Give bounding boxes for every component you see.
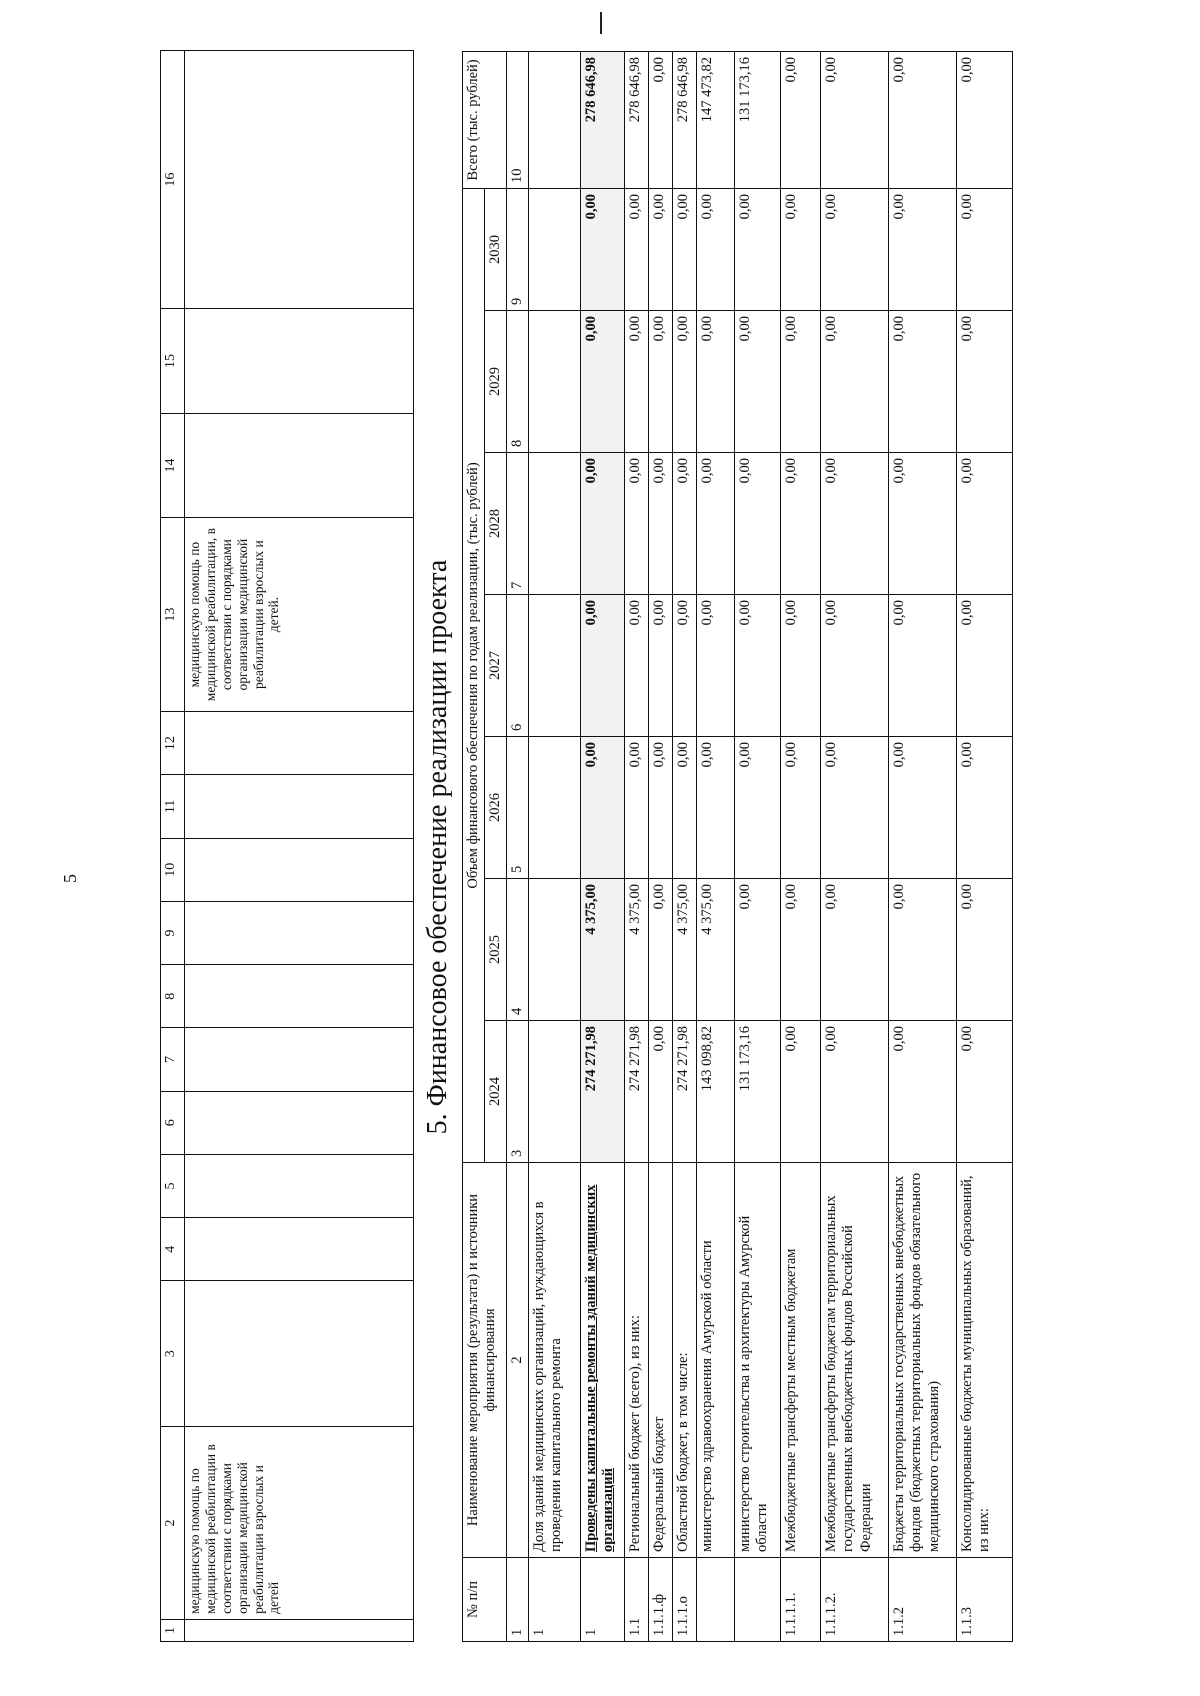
table-row xyxy=(889,51,957,1641)
value-cell: 278 646,98 xyxy=(673,51,697,188)
value-cell: 0,00 xyxy=(649,311,673,453)
value-cell: 0,00 xyxy=(821,188,889,310)
table-row xyxy=(697,51,735,1641)
value-cell: 0,00 xyxy=(735,188,781,310)
finance-table xyxy=(462,51,1013,1642)
table-cell: медицинскую помощь по медицинской реабилитации в соответствии с порядками организации медицинской реабилитации взрослых и детей xyxy=(184,1427,413,1620)
scan-mark xyxy=(600,12,602,34)
value-cell xyxy=(529,1021,581,1163)
table-cell xyxy=(184,965,413,1028)
index-row xyxy=(507,51,529,1641)
value-cell: 0,00 xyxy=(735,595,781,737)
value-cell: 0,00 xyxy=(673,737,697,879)
row-number: 1.1.1.2. xyxy=(821,1558,889,1642)
value-cell: 0,00 xyxy=(821,737,889,879)
rotated-sheet xyxy=(160,52,1060,1642)
value-cell: 0,00 xyxy=(957,453,1013,595)
value-cell xyxy=(529,51,581,188)
table-row xyxy=(735,51,781,1641)
col-header-name: Наименование мероприятия (результата) и источники финансирования xyxy=(463,1163,507,1558)
value-cell: 0,00 xyxy=(673,453,697,595)
col-header: 8 xyxy=(161,965,185,1028)
value-cell: 0,00 xyxy=(821,453,889,595)
value-cell: 0,00 xyxy=(957,879,1013,1021)
value-cell: 0,00 xyxy=(821,595,889,737)
year-header: 2025 xyxy=(485,879,507,1021)
index-cell: 9 xyxy=(507,188,529,310)
table-cell xyxy=(184,413,413,517)
table-cell xyxy=(184,1281,413,1427)
value-cell: 0,00 xyxy=(889,879,957,1021)
col-header: 10 xyxy=(161,838,185,901)
value-cell: 0,00 xyxy=(821,879,889,1021)
value-cell: 0,00 xyxy=(625,737,649,879)
value-cell: 274 271,98 xyxy=(581,1021,625,1163)
value-cell: 0,00 xyxy=(889,188,957,310)
row-name: Областной бюджет, в том числе: xyxy=(673,1163,697,1558)
index-cell: 8 xyxy=(507,311,529,453)
table-cell xyxy=(184,712,413,775)
row-number: 1.1.1.ф xyxy=(649,1558,673,1642)
value-cell: 131 173,16 xyxy=(735,51,781,188)
table-cell xyxy=(184,1154,413,1217)
value-cell: 0,00 xyxy=(649,595,673,737)
value-cell: 143 098,82 xyxy=(697,1021,735,1163)
table-cell xyxy=(184,775,413,838)
value-cell xyxy=(529,595,581,737)
table-cell xyxy=(184,1091,413,1154)
table-cell xyxy=(184,309,413,413)
continuation-table xyxy=(160,50,414,1642)
value-cell: 0,00 xyxy=(781,188,821,310)
value-cell xyxy=(529,737,581,879)
value-cell: 0,00 xyxy=(649,453,673,595)
row-number: 1.1.3 xyxy=(957,1558,1013,1642)
col-header: 16 xyxy=(161,51,185,309)
value-cell: 0,00 xyxy=(581,453,625,595)
index-cell: 10 xyxy=(507,51,529,188)
continuation-row xyxy=(184,51,413,1642)
table-cell xyxy=(184,1028,413,1091)
value-cell: 0,00 xyxy=(735,879,781,1021)
value-cell: 4 375,00 xyxy=(581,879,625,1021)
col-header: 9 xyxy=(161,901,185,964)
row-number: 1.1.1.1. xyxy=(781,1558,821,1642)
section-title: 5. Финансовое обеспечение реализации проекта xyxy=(422,559,453,1135)
value-cell xyxy=(529,188,581,310)
value-cell: 0,00 xyxy=(673,188,697,310)
row-name: Проведены капитальные ремонты зданий медицинских организаций xyxy=(581,1163,625,1558)
index-cell: 7 xyxy=(507,453,529,595)
value-cell: 0,00 xyxy=(889,1021,957,1163)
value-cell: 0,00 xyxy=(735,311,781,453)
col-header: 11 xyxy=(161,775,185,838)
year-header: 2027 xyxy=(485,595,507,737)
table-row xyxy=(649,51,673,1641)
row-name: Межбюджетные трансферты местным бюджетам xyxy=(781,1163,821,1558)
value-cell xyxy=(529,311,581,453)
value-cell: 0,00 xyxy=(821,1021,889,1163)
col-header: 1 xyxy=(161,1619,185,1641)
row-number: 1 xyxy=(581,1558,625,1642)
row-name: Региональный бюджет (всего), из них: xyxy=(625,1163,649,1558)
value-cell: 0,00 xyxy=(697,311,735,453)
header-row xyxy=(463,51,485,1641)
value-cell: 274 271,98 xyxy=(673,1021,697,1163)
col-header: 14 xyxy=(161,413,185,517)
value-cell: 0,00 xyxy=(697,737,735,879)
value-cell: 0,00 xyxy=(957,311,1013,453)
value-cell xyxy=(529,453,581,595)
value-cell: 0,00 xyxy=(697,595,735,737)
value-cell: 0,00 xyxy=(889,595,957,737)
col-header: 12 xyxy=(161,712,185,775)
value-cell: 147 473,82 xyxy=(697,51,735,188)
row-number xyxy=(697,1558,735,1642)
value-cell: 0,00 xyxy=(957,188,1013,310)
index-cell: 4 xyxy=(507,879,529,1021)
value-cell: 0,00 xyxy=(697,188,735,310)
value-cell: 0,00 xyxy=(821,51,889,188)
value-cell: 0,00 xyxy=(649,737,673,879)
table-cell xyxy=(184,1218,413,1281)
value-cell: 0,00 xyxy=(649,879,673,1021)
col-header-total: Всего (тыс. рублей) xyxy=(463,51,507,188)
col-header: 7 xyxy=(161,1028,185,1091)
value-cell: 278 646,98 xyxy=(581,51,625,188)
table-cell xyxy=(184,1619,413,1641)
value-cell: 0,00 xyxy=(781,311,821,453)
row-number: 1.1 xyxy=(625,1558,649,1642)
value-cell: 4 375,00 xyxy=(673,879,697,1021)
table-row xyxy=(821,51,889,1641)
value-cell: 0,00 xyxy=(649,51,673,188)
index-cell: 1 xyxy=(507,1558,529,1642)
table-row xyxy=(625,51,649,1641)
value-cell: 0,00 xyxy=(735,453,781,595)
value-cell: 0,00 xyxy=(581,737,625,879)
value-cell: 0,00 xyxy=(889,737,957,879)
value-cell: 0,00 xyxy=(581,311,625,453)
row-name: Консолидированные бюджеты муниципальных образований, из них: xyxy=(957,1163,1013,1558)
value-cell: 0,00 xyxy=(673,595,697,737)
value-cell: 0,00 xyxy=(957,1021,1013,1163)
value-cell: 4 375,00 xyxy=(697,879,735,1021)
table-cell xyxy=(184,51,413,309)
value-cell: 0,00 xyxy=(649,1021,673,1163)
table-row xyxy=(673,51,697,1641)
table-row xyxy=(581,51,625,1641)
table-cell xyxy=(184,838,413,901)
value-cell: 0,00 xyxy=(581,595,625,737)
row-number xyxy=(735,1558,781,1642)
col-header: 13 xyxy=(161,518,185,712)
value-cell: 0,00 xyxy=(649,188,673,310)
row-number: 1.1.2 xyxy=(889,1558,957,1642)
value-cell: 4 375,00 xyxy=(625,879,649,1021)
year-header: 2026 xyxy=(485,737,507,879)
value-cell: 0,00 xyxy=(821,311,889,453)
col-header: 15 xyxy=(161,309,185,413)
index-cell: 6 xyxy=(507,595,529,737)
value-cell: 0,00 xyxy=(625,311,649,453)
value-cell: 131 173,16 xyxy=(735,1021,781,1163)
table-row xyxy=(781,51,821,1641)
value-cell xyxy=(529,879,581,1021)
value-cell: 0,00 xyxy=(673,311,697,453)
value-cell: 0,00 xyxy=(781,879,821,1021)
col-header-num: № п/п xyxy=(463,1558,507,1642)
value-cell: 0,00 xyxy=(625,595,649,737)
value-cell: 0,00 xyxy=(781,1021,821,1163)
row-name: Межбюджетные трансферты бюджетам территориальных государственных внебюджетных фондов Российской Федерации xyxy=(821,1163,889,1558)
value-cell: 0,00 xyxy=(781,51,821,188)
value-cell: 0,00 xyxy=(957,737,1013,879)
row-name: министерство строительства и архитектуры Амурской области xyxy=(735,1163,781,1558)
col-header: 2 xyxy=(161,1427,185,1620)
index-cell: 2 xyxy=(507,1163,529,1558)
value-cell: 0,00 xyxy=(581,188,625,310)
value-cell: 0,00 xyxy=(889,453,957,595)
row-number: 1 xyxy=(529,1558,581,1642)
index-cell: 5 xyxy=(507,737,529,879)
table-cell: медицинскую помощь по медицинской реабилитации, в соответствии с порядками организации медицинской реабилитации взрослых и детей. xyxy=(184,518,413,712)
col-header: 5 xyxy=(161,1154,185,1217)
value-cell: 0,00 xyxy=(625,453,649,595)
value-cell: 0,00 xyxy=(957,595,1013,737)
row-name: Доля зданий медицинских организаций, нуждающихся в проведении капитального ремонта xyxy=(529,1163,581,1558)
page-number: 5 xyxy=(60,874,80,883)
value-cell: 0,00 xyxy=(697,453,735,595)
year-header: 2029 xyxy=(485,311,507,453)
row-name: Бюджеты территориальных государственных внебюджетных фондов (бюджетных территориальных фондов обязательного медицинского страхования) xyxy=(889,1163,957,1558)
col-header: 6 xyxy=(161,1091,185,1154)
value-cell: 0,00 xyxy=(889,51,957,188)
value-cell: 0,00 xyxy=(957,51,1013,188)
index-cell: 3 xyxy=(507,1021,529,1163)
value-cell: 0,00 xyxy=(781,453,821,595)
row-number: 1.1.1.о xyxy=(673,1558,697,1642)
year-header: 2030 xyxy=(485,188,507,310)
row-name: министерство здравоохранения Амурской области xyxy=(697,1163,735,1558)
finance-table-body xyxy=(529,51,1013,1641)
col-header: 4 xyxy=(161,1218,185,1281)
value-cell: 274 271,98 xyxy=(625,1021,649,1163)
continuation-header-row xyxy=(161,51,185,1642)
table-row xyxy=(529,51,581,1641)
value-cell: 0,00 xyxy=(625,188,649,310)
value-cell: 0,00 xyxy=(781,595,821,737)
row-name: Федеральный бюджет xyxy=(649,1163,673,1558)
col-header-volume: Объем финансового обеспечения по годам реализации, (тыс. рублей) xyxy=(463,188,485,1162)
value-cell: 0,00 xyxy=(735,737,781,879)
table-row xyxy=(957,51,1013,1641)
value-cell: 278 646,98 xyxy=(625,51,649,188)
value-cell: 0,00 xyxy=(889,311,957,453)
year-header: 2028 xyxy=(485,453,507,595)
value-cell: 0,00 xyxy=(781,737,821,879)
table-cell xyxy=(184,901,413,964)
year-header: 2024 xyxy=(485,1021,507,1163)
col-header: 3 xyxy=(161,1281,185,1427)
